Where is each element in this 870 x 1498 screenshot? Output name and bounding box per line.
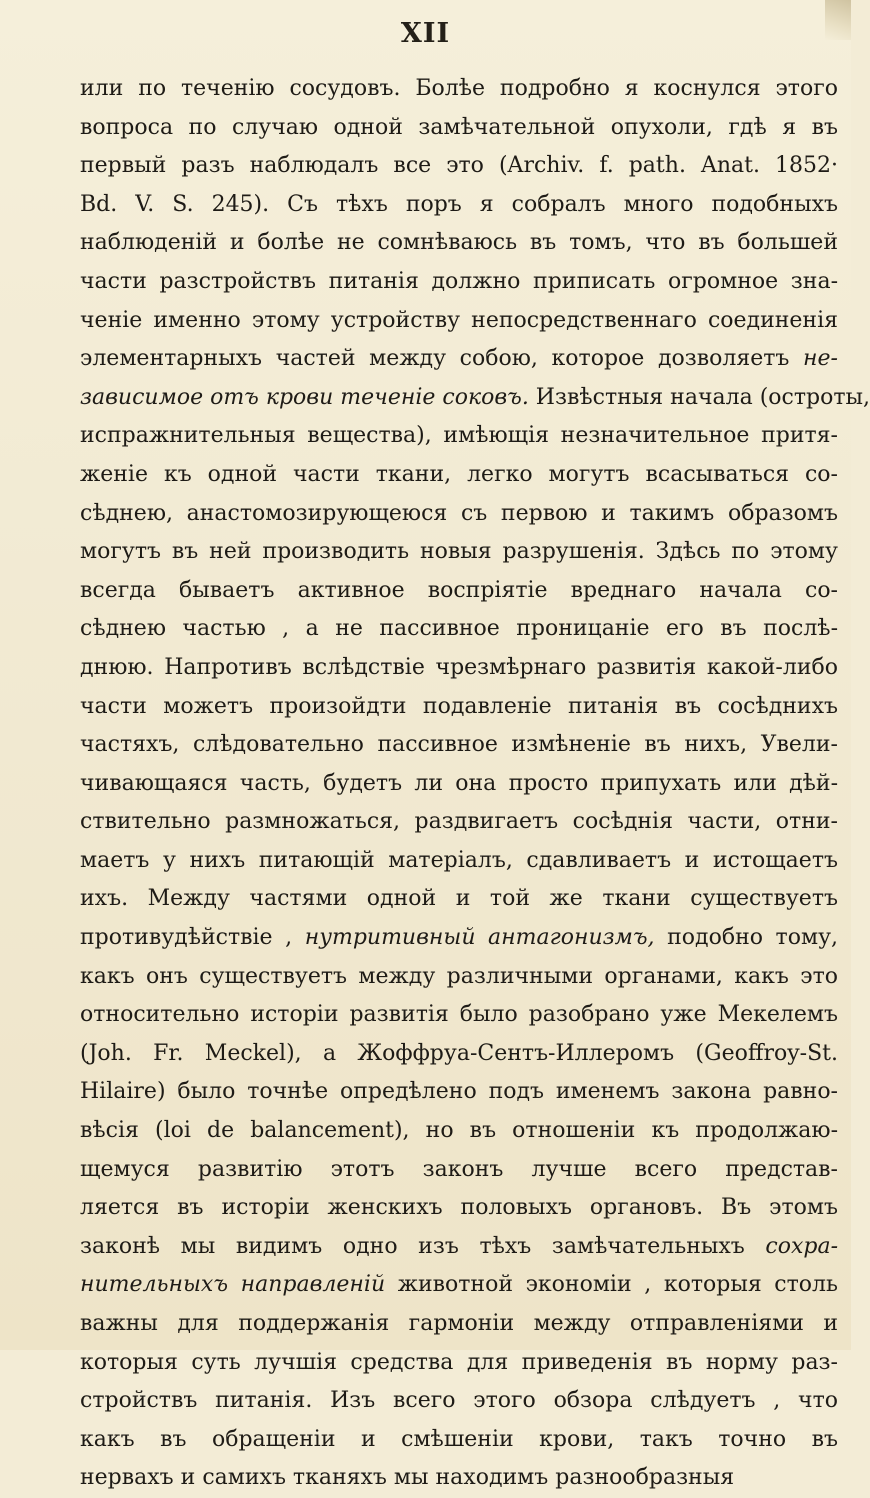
text-segment: какъ онъ существуетъ между различными органами, какъ это: [80, 963, 838, 989]
text-segment: вѣсія (loi de balancement), но въ отношеніи къ продолжаю-: [80, 1118, 838, 1144]
text-segment: относительно исторіи развитія было разобрано уже Мекелемъ: [80, 1002, 838, 1028]
text-line: [80, 688, 838, 727]
text-line: [80, 1035, 838, 1074]
text-line: [80, 186, 838, 225]
text-line: [80, 765, 838, 804]
text-line: [80, 417, 838, 456]
text-line: [80, 610, 838, 649]
text-segment: ствительно размножаться, раздвигаетъ сосѣднія части, отни-: [80, 809, 838, 835]
text-segment: Извѣстныя начала (остроты,: [528, 384, 870, 410]
page-number: XII: [400, 18, 451, 49]
text-line: [80, 263, 838, 302]
italic-text-segment: нутритивный антагонизмъ,: [304, 925, 655, 951]
text-segment: части разстройствъ питанія должно приписать огромное зна-: [80, 268, 838, 294]
text-line: [80, 803, 838, 842]
text-segment: ихъ. Между частями одной и той же ткани существуетъ: [80, 886, 838, 912]
text-line: [80, 1382, 838, 1421]
text-segment: щемуся развитію этотъ законъ лучше всего представ-: [80, 1156, 838, 1182]
text-segment: ляется въ исторіи женскихъ половыхъ органовъ. Въ этомъ: [80, 1195, 838, 1221]
text-segment: испражнительныя вещества), имѣющія незначительное притя-: [80, 423, 838, 449]
text-line: [80, 1073, 838, 1112]
text-segment: частяхъ, слѣдовательно пассивное измѣненіе въ нихъ, Увели-: [80, 732, 838, 758]
text-segment: всегда бываетъ активное воспріятіе вреднаго начала со-: [80, 577, 838, 603]
text-line: [80, 958, 838, 997]
text-segment: Bd. V. S. 245). Съ тѣхъ поръ я собралъ много подобныхъ: [80, 191, 838, 217]
text-line: [80, 1228, 838, 1267]
text-segment: вопроса по случаю одной замѣчательной опухоли, гдѣ я въ: [80, 114, 838, 140]
text-segment: женіе къ одной части ткани, легко могутъ всасываться со-: [80, 461, 838, 487]
text-segment: противудѣйствіе ,: [80, 925, 305, 951]
text-segment: наблюденій и болѣе не сомнѣваюсь въ томъ, что въ большей: [80, 230, 838, 256]
text-line: [80, 456, 838, 495]
text-segment: первый разъ наблюдалъ все это (Archiv. f. path. Anat. 1852·: [80, 153, 838, 179]
text-line: [80, 224, 838, 263]
text-line: [80, 842, 838, 881]
text-segment: части можетъ произойдти подавленіе питанія въ сосѣднихъ: [80, 693, 838, 719]
text-line: [80, 1266, 838, 1305]
text-line: [80, 919, 838, 958]
text-line: [80, 1151, 838, 1190]
text-line: [80, 340, 838, 379]
text-line: [80, 495, 838, 534]
text-segment: Hilaire) было точнѣе опредѣлено подъ именемъ закона равно-: [80, 1079, 838, 1105]
text-segment: нервахъ и самихъ тканяхъ мы находимъ разнообразныя: [80, 1465, 735, 1491]
text-segment: какъ въ обращеніи и смѣшеніи крови, такъ точно въ: [80, 1426, 838, 1452]
text-line: [80, 572, 838, 611]
text-segment: маетъ у нихъ питающій матеріалъ, сдавливаетъ и истощаетъ: [80, 847, 838, 873]
text-line: [80, 70, 838, 109]
text-line: [80, 302, 838, 341]
text-segment: подобно тому,: [654, 925, 839, 951]
text-segment: важны для поддержанія гармоніи между отправленіями и: [80, 1311, 838, 1336]
text-line: [80, 533, 838, 572]
text-segment: стройствъ питанія. Изъ всего этого обзора слѣдуетъ , что: [80, 1388, 838, 1414]
text-line: [80, 1112, 838, 1151]
body-text: [80, 70, 870, 1498]
text-segment: чивающаяся часть, будетъ ли она просто припухать или дѣй-: [80, 770, 838, 796]
text-segment: законѣ мы видимъ одно изъ тѣхъ замѣчательныхъ: [80, 1233, 766, 1259]
text-segment: днюю. Напротивъ вслѣдствіе чрезмѣрнаго развитія какой-либо: [80, 654, 838, 680]
text-line: [80, 726, 838, 765]
text-segment: ченіе именно этому устройству непосредственнаго соединенія: [80, 307, 838, 333]
text-segment: элементарныхъ частей между собою, которое дозволяетъ: [80, 346, 804, 372]
italic-text-segment: нительныхъ направленій: [80, 1272, 386, 1298]
text-line: [80, 1189, 838, 1228]
text-segment: или по теченію сосудовъ. Болѣе подробно я коснулся этого: [80, 76, 838, 101]
text-line: [80, 147, 838, 186]
text-line: [80, 109, 838, 148]
text-line: [80, 1421, 838, 1460]
italic-text-segment: зависимое отъ крови теченіе соковъ.: [80, 384, 529, 410]
text-segment: (Joh. Fr. Meckel), а Жоффруа-Сентъ-Иллеромъ (Geoffroy-St.: [80, 1040, 838, 1066]
text-segment: которыя суть лучшія средства для приведенія въ норму раз-: [80, 1349, 838, 1375]
text-segment: животной экономіи , которыя столь: [385, 1272, 839, 1298]
text-segment: могутъ въ ней производить новыя разрушенія. Здѣсь по этому: [80, 539, 838, 565]
text-segment: сѣднею, анастомозирующеюся съ первою и такимъ образомъ: [80, 500, 838, 526]
italic-text-segment: не-: [803, 346, 838, 372]
text-line: [80, 1459, 838, 1498]
italic-text-segment: сохра-: [765, 1233, 838, 1259]
text-segment: сѣднею частью , а не пассивное проницаніе его въ послѣ-: [80, 616, 838, 642]
text-line: [80, 1305, 838, 1344]
text-line: [80, 1344, 838, 1383]
text-line: [80, 996, 838, 1035]
text-line: [80, 379, 870, 418]
text-line: [80, 649, 838, 688]
text-line: [80, 880, 838, 919]
